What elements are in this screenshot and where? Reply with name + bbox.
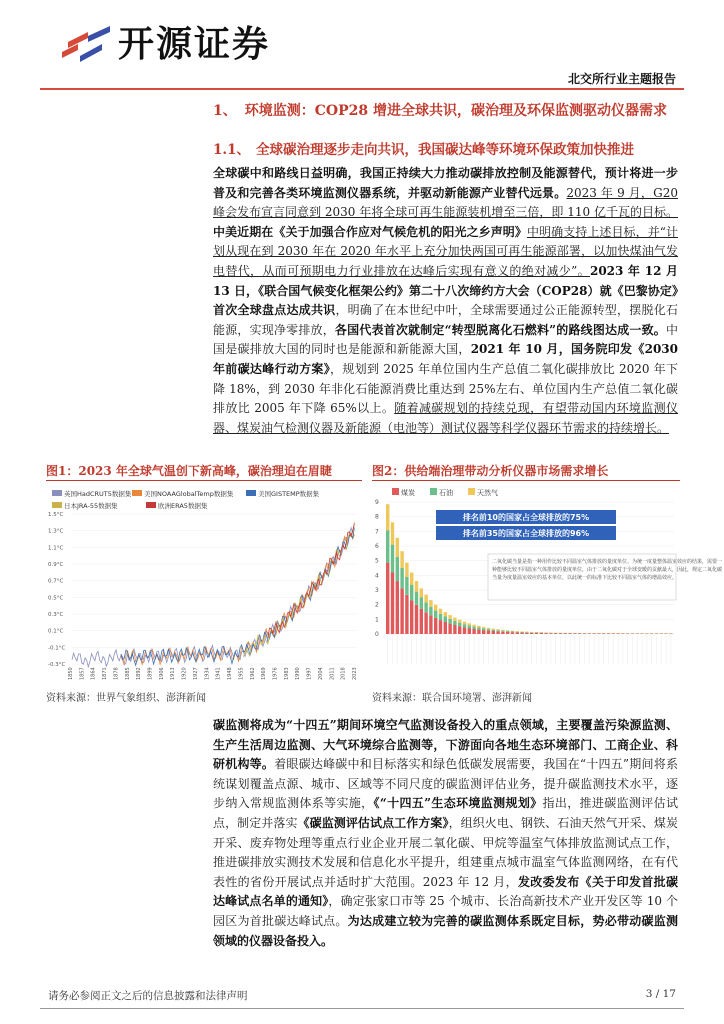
bar-segment: [554, 633, 557, 634]
bar-segment: [549, 633, 552, 634]
bar-segment: [482, 628, 485, 630]
bar-segment: [520, 633, 523, 634]
y-tick-label: 0.3°C: [48, 612, 64, 618]
x-tick-label: 2011: [329, 667, 336, 680]
bar-segment: [458, 626, 461, 634]
bar-segment: [420, 588, 423, 597]
note-text: 种能够比较不同温室气体排放的量度单位，由于二氧化碳对于全球变暖的贡献最大，因此，规定二氧化碳: [492, 567, 723, 573]
footer-divider: [40, 1008, 684, 1009]
section-heading-1: [213, 100, 667, 120]
bar-segment: [410, 600, 413, 634]
legend-swatch: [52, 502, 62, 508]
para1-cop28: 2023 年 12 月 13 日，《联合国气候变化框架公约》第二十八次缔约方大会（COP28）就《巴黎协定》首次全球盘点达成共识: [213, 263, 678, 318]
bar-segment: [602, 634, 605, 635]
y-tick-label: -0.3°C: [48, 662, 66, 668]
section-number: 1、: [213, 103, 237, 119]
bar-segment: [410, 585, 413, 600]
bar-segment: [592, 634, 595, 635]
bar-segment: [396, 581, 399, 634]
section-title: 环境监测：COP28 增进全球共识，碳治理及环保监测驱动仪器需求: [244, 103, 667, 119]
x-tick-label: 1962: [249, 667, 256, 680]
para2-scheme-detail: ，组织火电、钢铁、石油天然气开采、煤炭开采、废弃物处理等重点行业企业开展二氧化碳、甲烷等温室气体排放监测试点工作，推进碳排放实测技术发展和信息化水平提升，组建重点城市温室气体监测网络，在有代表性的省份开展试点并适时扩大范围。: [213, 815, 678, 889]
bar-segment: [477, 626, 480, 628]
logo-text: 开源证券: [118, 24, 271, 65]
bar-segment: [535, 633, 538, 634]
x-tick-label: 1899: [147, 667, 154, 680]
bar-segment: [434, 605, 437, 611]
bar-segment: [516, 631, 519, 632]
y-tick-label: 4: [375, 572, 379, 580]
bar-segment: [616, 634, 619, 635]
legend-label: 美国NOAAGlobalTemp数据集: [144, 490, 234, 498]
y-tick-label: 1.5°C: [48, 512, 64, 518]
bar-segment: [396, 538, 399, 557]
bar-segment: [472, 625, 475, 627]
note-text: 二氧化碳当量是指一种用作比较不同温室气体排放的量度单位。为统一度量整体温室效应的结果，需要一: [492, 559, 723, 565]
bar-segment: [391, 573, 394, 635]
y-tick-label: 6: [375, 543, 379, 550]
para1-cop28-detail: ，明确了在本世纪中叶，全球需要通过公正能源转型，摆脱化石能源，实现净零排放，: [213, 303, 678, 337]
para1-outlook: 随着减碳规划的持续兑现，有望带动国内环境监测仪器、煤炭油气检测仪器及新能源（电池等）测试仪器等科学仪器环节需求的持续增长。: [213, 401, 678, 435]
bar-segment: [588, 634, 591, 635]
figure-2-title: 图2：供给端治理带动分析仪器市场需求增长: [372, 464, 609, 478]
x-tick-label: 1969: [261, 667, 268, 680]
bar-segment: [496, 629, 499, 630]
x-tick-label: 1906: [158, 667, 165, 680]
figure-1-chart: [46, 484, 362, 684]
figure-1-rule: [46, 480, 362, 481]
x-tick-label: 1892: [136, 667, 143, 680]
para1-roadmap: 各国代表首次就制定“转型脱离化石燃料”的路线图达成一致。: [334, 322, 666, 337]
para2-context: 着眼碳达峰碳中和目标落实和绿色低碳发展需要，我国在“十四五”期间将系统谋划覆盖点源、城市、区域等不同尺度的碳监测评估业务，提升碳监测技术水平，逐步纳入常规监测体系等实施，: [213, 757, 678, 811]
bar-segment: [583, 634, 586, 635]
bar-segment: [511, 632, 514, 634]
subsection-title: 全球碳治理逐步走向共识，我国碳达峰等环境环保政策加快推进: [256, 142, 634, 158]
bar-segment: [463, 627, 466, 634]
para2-date: 2023 年 12 月，: [422, 874, 518, 889]
x-tick-label: 1948: [227, 667, 234, 680]
bar-segment: [573, 633, 576, 634]
disclaimer-note: 请务必参阅正文之后的信息披露和法律声明: [48, 990, 248, 1002]
bar-segment: [420, 598, 423, 609]
x-tick-label: 1990: [295, 667, 302, 680]
bar-segment: [530, 633, 533, 634]
legend-swatch: [468, 488, 475, 495]
bar-segment: [410, 573, 413, 585]
x-tick-label: 1885: [124, 667, 131, 680]
para1-china: 中国是碳排放大国的同时也是能源和新能源大国，: [213, 322, 678, 357]
bar-segment: [472, 627, 475, 629]
bar-segment: [506, 630, 509, 631]
bar-segment: [520, 632, 523, 633]
bar-segment: [444, 622, 447, 634]
y-tick-label: 0.9°C: [48, 562, 64, 568]
bar-segment: [482, 630, 485, 634]
bar-segment: [468, 623, 471, 625]
bar-segment: [530, 632, 533, 633]
y-tick-label: 0: [375, 631, 379, 638]
legend-label: 煤炭: [401, 489, 415, 497]
bar-segment: [453, 621, 456, 625]
legend-label: 美国GISTEMP数据集: [258, 490, 320, 498]
para1-sino-us-detail: 中明确支持上述目标，并“计划从现在到 2030 年在 2020 年水平上充分加快两国可再生能源部署，以加快煤油气发电替代，从而可预期电力行业排放在达峰后实现有意义的绝对减少”。: [213, 224, 678, 278]
bar-segment: [439, 620, 442, 634]
bar-segment: [525, 632, 528, 633]
bar-segment: [496, 630, 499, 631]
bar-segment: [429, 607, 432, 616]
y-tick-label: 2: [375, 601, 379, 609]
legend-swatch: [246, 490, 256, 496]
legend-swatch: [146, 502, 156, 508]
x-tick-label: 1857: [79, 667, 86, 680]
bar-segment: [420, 609, 423, 634]
bar-segment: [415, 581, 418, 592]
para2-scheme: 《碳监测评估试点工作方案》: [297, 815, 449, 830]
bar-segment: [597, 634, 600, 635]
note-text: 当量为度量温室效应的基本单位，以此统一的标准下比较不同温室气体的增温效应。: [492, 575, 678, 581]
bar-segment: [501, 630, 504, 631]
x-tick-label: 1878: [113, 667, 120, 680]
bar-segment: [453, 625, 456, 634]
x-tick-label: 1934: [204, 667, 211, 680]
para2-conclusion: 为达成建立较为完善的碳监测体系既定目标，势必带动碳监测领域的仪器设备投入。: [213, 913, 678, 948]
para1-sino-us: 中美近期在《关于加强合作应对气候危机的阳光之乡声明》: [213, 224, 527, 239]
bar-segment: [492, 629, 495, 630]
bar-segment: [535, 633, 538, 634]
legend-swatch: [52, 490, 62, 496]
x-tick-label: 1871: [102, 667, 109, 680]
bar-segment: [506, 631, 509, 632]
bar-segment: [424, 603, 427, 613]
bar-segment: [511, 631, 514, 632]
bar-segment: [386, 530, 389, 563]
bar-segment: [487, 629, 490, 631]
y-tick-label: 0.5°C: [48, 595, 64, 602]
y-tick-label: 9: [375, 499, 379, 506]
bar-segment: [492, 631, 495, 634]
bar-segment: [405, 577, 408, 595]
bar-segment: [487, 628, 490, 629]
legend-label: 日本JRA-55数据集: [64, 502, 118, 510]
bar-segment: [448, 619, 451, 624]
x-tick-label: 1976: [272, 667, 279, 680]
para2-lead: 碳监测将成为“十四五”期间环境空气监测设备投入的重点领域，主要覆盖污染源监测、生产生活周边监测、大气环境综合监测等，下游面向各地生态环境部门、工商企业、科研机构等。: [213, 718, 678, 772]
bar-segment: [525, 632, 528, 633]
y-tick-label: 5: [375, 557, 379, 565]
bar-segment: [516, 632, 519, 633]
x-tick-label: 2018: [340, 667, 347, 680]
bar-segment: [501, 632, 504, 634]
figure-2-rule: [372, 480, 680, 481]
bar-segment: [434, 611, 437, 618]
y-tick-label: 1.3°C: [48, 528, 64, 535]
bar-segment: [439, 614, 442, 620]
y-tick-label: 0.1°C: [48, 628, 64, 635]
x-tick-label: 2023: [352, 667, 358, 680]
bar-segment: [477, 630, 480, 634]
bar-segment: [386, 504, 389, 530]
figure-2-chart: [372, 484, 723, 684]
bar-segment: [540, 633, 543, 634]
bar-segment: [439, 609, 442, 614]
page-number: 3 / 17: [645, 988, 676, 1000]
x-tick-label: 1941: [215, 667, 222, 680]
y-tick-label: 0.7°C: [48, 578, 64, 585]
bar-segment: [468, 628, 471, 634]
bar-segment: [448, 615, 451, 619]
y-tick-label: -0.1°C: [48, 645, 66, 652]
para1-lead: 全球碳中和路线日益明确，我国正持续大力推动碳排放控制及能源替代，预计将进一步普及和完善各类环境监测仪器系统，并驱动新能源产业替代远景。: [213, 166, 678, 200]
body-paragraph-2: [213, 716, 678, 951]
para2-pilot: ，确定张家口市等 25 个城市、长治高新技术产业开发区等 10 个园区为首批碳达峰试点。: [213, 894, 678, 928]
x-tick-label: 1920: [181, 667, 188, 680]
bar-segment: [544, 633, 547, 634]
legend-swatch: [430, 488, 437, 495]
bar-segment: [405, 595, 408, 634]
y-tick-label: 1: [375, 616, 379, 624]
bar-segment: [429, 615, 432, 634]
bar-segment: [607, 634, 610, 635]
bar-segment: [415, 605, 418, 634]
x-tick-label: 1864: [90, 667, 97, 680]
x-tick-label: 1927: [192, 667, 199, 680]
bar-segment: [472, 629, 475, 634]
bar-segment: [400, 568, 403, 589]
bar-segment: [568, 633, 571, 634]
bar-segment: [468, 626, 471, 629]
bar-segment: [391, 522, 394, 544]
para1-g20: 2023 年 9 月，G20 峰会发布宣言同意到 2030 年将全球可再生能源装机增至三倍，即 110 亿千瓦的目标。: [213, 185, 678, 220]
bar-segment: [424, 612, 427, 634]
bar-segment: [525, 633, 528, 634]
bar-segment: [559, 633, 562, 634]
bar-segment: [463, 624, 466, 627]
bar-segment: [444, 612, 447, 616]
x-tick-label: 1997: [306, 667, 313, 680]
bar-segment: [391, 545, 394, 573]
para1-plan-detail: ，规划到 2025 年单位国内生产总值二氧化碳排放比 2020 年下降 18%，到 2030 年非化石能源消费比重达到 25%左右、单位国内生产总值二氧化碳排放比 2005 年下降 65%以上。: [213, 361, 678, 416]
legend-label: 英国HadCRUT5数据集: [64, 490, 132, 498]
legend-label: 欧洲ERA5数据集: [158, 502, 208, 510]
bar-segment: [492, 630, 495, 631]
y-tick-label: 8: [375, 513, 379, 521]
bar-segment: [396, 557, 399, 581]
bar-segment: [496, 631, 499, 634]
bar-segment: [511, 631, 514, 632]
y-tick-label: 1.1°C: [48, 545, 64, 552]
para2-ndrc: 发改委发布《关于印发首批碳达峰试点名单的通知》: [213, 874, 678, 909]
y-tick-label: 3: [375, 587, 379, 594]
y-tick-label: 7: [375, 528, 379, 536]
bar-segment: [564, 633, 567, 634]
bar-segment: [520, 631, 523, 632]
x-tick-label: 1913: [170, 667, 177, 680]
x-tick-label: 1983: [283, 667, 290, 680]
legend-label: 天然气: [477, 489, 498, 497]
logo-mark: [58, 22, 118, 68]
bar-segment: [434, 618, 437, 634]
para2-plan: 《“十四五”生态环境监测规划》: [373, 796, 543, 811]
para2-points: 指出，推进碳监测评估试点，制定并落实: [213, 796, 678, 830]
bar-segment: [424, 595, 427, 603]
bar-segment: [448, 624, 451, 634]
bar-segment: [400, 551, 403, 568]
figure-2-source: 资料来源：联合国环境署、澎湃新闻: [372, 693, 532, 704]
legend-swatch: [392, 488, 399, 495]
bar-segment: [458, 620, 461, 623]
report-type: 北交所行业主题报告: [567, 72, 676, 86]
bar-segment: [487, 631, 490, 634]
bar-segment: [444, 617, 447, 623]
bar-segment: [400, 588, 403, 634]
bar-segment: [386, 563, 389, 634]
bar-segment: [429, 600, 432, 607]
figure-1-source: 资料来源：世界气象组织、澎湃新闻: [46, 693, 206, 704]
x-tick-label: 2004: [317, 667, 324, 680]
para1-plan: 2021 年 10 月，国务院印发《2030 年前碳达峰行动方案》: [213, 342, 678, 376]
bar-segment: [612, 634, 615, 635]
bar-segment: [415, 592, 418, 605]
bar-segment: [463, 622, 466, 625]
legend-label: 石油: [439, 489, 453, 497]
figure-1-title: 图1：2023 年全球气温创下新高峰，碳治理迫在眉睫: [46, 464, 332, 478]
header-divider: [40, 88, 684, 90]
section-heading-1-1: [213, 138, 634, 158]
callout-text-1: 排名前10的国家占全球排放的75%: [462, 513, 590, 522]
bar-segment: [458, 623, 461, 627]
x-tick-label: 1850: [68, 667, 74, 680]
body-paragraph-1: [213, 164, 678, 438]
callout-text-2: 排名前35的国家占全球排放的96%: [462, 529, 590, 538]
subsection-number: 1.1、: [213, 142, 250, 158]
bar-segment: [405, 563, 408, 577]
bar-segment: [501, 631, 504, 632]
x-tick-label: 1955: [238, 667, 245, 680]
bar-segment: [516, 632, 519, 634]
bar-segment: [506, 632, 509, 634]
legend-swatch: [132, 490, 142, 496]
bar-segment: [482, 627, 485, 628]
bar-segment: [477, 628, 480, 630]
bar-segment: [453, 618, 456, 621]
